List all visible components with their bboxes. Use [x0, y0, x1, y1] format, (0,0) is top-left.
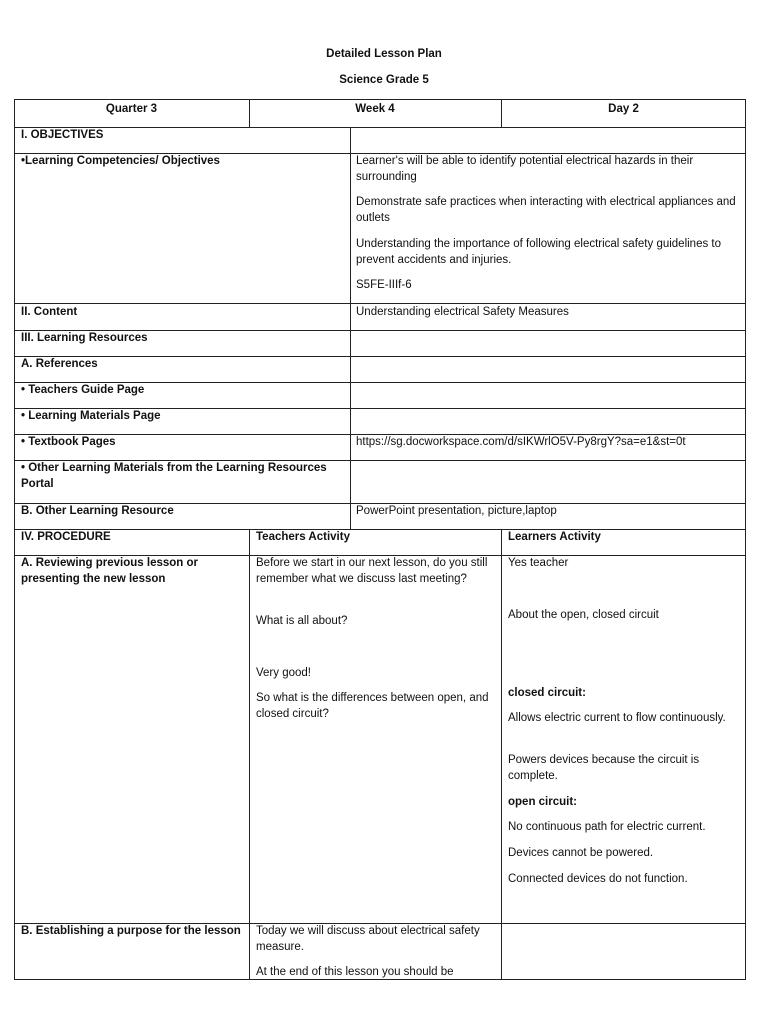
col-divider	[350, 127, 351, 529]
procedure-a-label: A. Reviewing previous lesson or presenting the new lesson	[21, 557, 199, 585]
teachers-guide-label: • Teachers Guide Page	[21, 384, 145, 396]
page-title: Detailed Lesson Plan	[326, 48, 442, 60]
closed-circuit-2: Powers devices because the circuit is complete.	[508, 754, 700, 782]
procedure-label: IV. PROCEDURE	[21, 531, 111, 543]
learner-a-1: Yes teacher	[508, 557, 569, 569]
learner-a-2: About the open, closed circuit	[508, 609, 659, 621]
references-label: A. References	[21, 358, 98, 370]
competency-1: Learner's will be able to identify potential electrical hazards in their surrounding	[356, 155, 694, 183]
open-circuit-3: Connected devices do not function.	[508, 873, 688, 885]
open-circuit-title: open circuit:	[508, 796, 578, 808]
content-label: II. Content	[21, 306, 78, 318]
competency-2: Demonstrate safe practices when interacting with electrical appliances and outlets	[356, 196, 736, 224]
other-resource-value: PowerPoint presentation, picture,laptop	[356, 505, 557, 517]
open-circuit-2: Devices cannot be powered.	[508, 847, 654, 859]
teacher-a-3: Very good!	[256, 667, 311, 679]
competencies-label: •Learning Competencies/ Objectives	[21, 155, 220, 167]
other-resource-label: B. Other Learning Resource	[21, 505, 174, 517]
teachers-activity-header: Teachers Activity	[256, 531, 350, 543]
quarter-cell: Quarter 3	[105, 103, 158, 115]
learning-resources-label: III. Learning Resources	[21, 332, 148, 344]
objectives-label: I. OBJECTIVES	[21, 129, 104, 141]
closed-circuit-title: closed circuit:	[508, 687, 586, 699]
competency-3: Understanding the importance of following electrical safety guidelines to prevent accidents and injuries.	[356, 238, 722, 266]
closed-circuit-1: Allows electric current to flow continuously.	[508, 712, 726, 724]
textbook-link[interactable]: https://sg.docworkspace.com/d/sIKWrlO5V-Py8rgY?sa=e1&st=0t	[356, 436, 686, 448]
learning-materials-label: • Learning Materials Page	[21, 410, 161, 422]
teacher-b-1: Today we will discuss about electrical safety measure.	[256, 925, 480, 953]
content-value: Understanding electrical Safety Measures	[356, 306, 569, 318]
col-divider	[249, 529, 250, 980]
day-cell: Day 2	[608, 103, 639, 115]
week-cell: Week 4	[355, 103, 395, 115]
learners-activity-header: Learners Activity	[508, 531, 601, 543]
open-circuit-1: No continuous path for electric current.	[508, 821, 706, 833]
procedure-b-label: B. Establishing a purpose for the lesson	[21, 925, 241, 937]
teacher-a-4: So what is the differences between open, and closed circuit?	[256, 692, 489, 720]
teacher-a-2: What is all about?	[256, 615, 348, 627]
textbook-label: • Textbook Pages	[21, 436, 116, 448]
page-subtitle: Science Grade 5	[339, 74, 429, 86]
other-materials-label: • Other Learning Materials from the Learning Resources Portal	[21, 462, 327, 490]
teacher-b-2: At the end of this lesson you should be	[256, 966, 454, 978]
teacher-a-1: Before we start in our next lesson, do you still remember what we discuss last meeting?	[256, 557, 488, 585]
col-divider	[501, 529, 502, 980]
competency-code: S5FE-IIIf-6	[356, 279, 412, 291]
